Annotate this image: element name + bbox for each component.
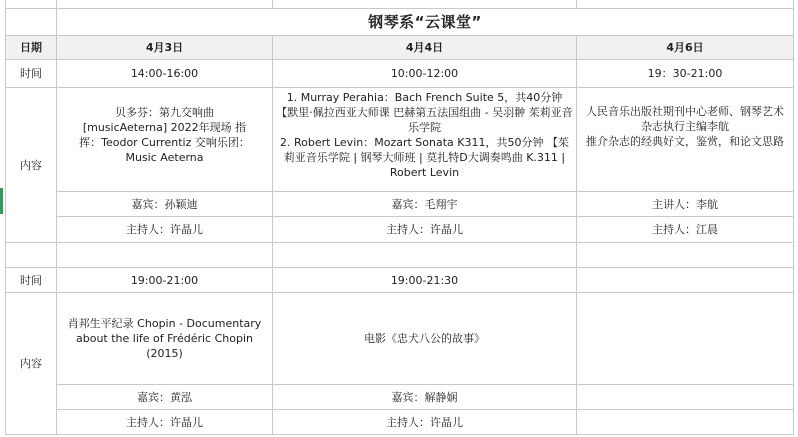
- cell: [273, 0, 577, 9]
- host-cell: 主持人：江晨: [577, 217, 794, 243]
- date-header: 4月3日: [57, 36, 273, 60]
- time-label: 时间: [6, 60, 57, 88]
- date-label: 日期: [6, 36, 57, 60]
- content-cell: [273, 88, 577, 192]
- content-label: 内容: [6, 88, 57, 243]
- content-cell: [273, 293, 577, 385]
- guest-row: [6, 385, 794, 410]
- guest-row: [6, 192, 794, 217]
- date-header: 4月6日: [577, 36, 794, 60]
- guest-cell: 主讲人：李航: [577, 192, 794, 217]
- time-label: 时间: [6, 268, 57, 293]
- host-cell: 主持人：许晶儿: [57, 410, 273, 435]
- cell: [273, 243, 577, 268]
- guest-cell: 嘉宾：解静娴: [273, 385, 577, 410]
- content-row: [6, 88, 794, 192]
- cell: [57, 243, 273, 268]
- time-cell: 19：30-21:00: [577, 60, 794, 88]
- spacer-row: [6, 243, 794, 268]
- time-row: [6, 60, 794, 88]
- content-text: 2. Robert Levin：Mozart Sonata K311，共50分钟 【茱莉亚音乐学院 | 钢琴大师班 | 莫扎特D大调奏鸣曲 K.311 | Robert Levin: [280, 136, 569, 179]
- date-header-row: [6, 36, 794, 60]
- cell: [577, 0, 794, 9]
- content-text: 1. Murray Perahia：Bach French Suite 5，共40分钟 【默里·佩拉西亚大师课 巴赫第五法国组曲 - 吴羽翀 茱莉亚音乐学院: [276, 91, 573, 134]
- host-cell: 主持人：许晶儿: [273, 217, 577, 243]
- time-cell: 19:00-21:30: [273, 268, 577, 293]
- host-cell: [577, 410, 794, 435]
- guest-cell: 嘉宾：孙颖迪: [57, 192, 273, 217]
- cell: [57, 0, 273, 9]
- content-cell: [57, 293, 273, 385]
- content-text: 贝多芬：第九交响曲 [musicAeterna] 2022年现场 指挥：Teodor Currentiz 交响乐团：Music Aeterna: [79, 105, 250, 164]
- content-text: 人民音乐出版社期刊中心老师、钢琴艺术杂志执行主编李航: [586, 105, 784, 133]
- row-marker: [0, 188, 3, 214]
- content-text: 推介杂志的经典好文，鉴赏，和论文思路: [586, 135, 784, 148]
- content-text: 肖邦生平纪录 Chopin - Documentary about the life of Frédéric Chopin (2015): [67, 317, 262, 360]
- schedule-table: [5, 0, 794, 435]
- time-cell: 10:00-12:00: [273, 60, 577, 88]
- host-row: [6, 217, 794, 243]
- time-cell: 14:00-16:00: [57, 60, 273, 88]
- cell: [6, 243, 57, 268]
- guest-cell: 嘉宾：毛翔宇: [273, 192, 577, 217]
- host-row: [6, 410, 794, 435]
- content-cell: [577, 293, 794, 385]
- host-cell: 主持人：许晶儿: [57, 217, 273, 243]
- content-label: 内容: [6, 293, 57, 435]
- content-row: [6, 293, 794, 385]
- top-row: [6, 0, 794, 9]
- cell: [6, 0, 57, 9]
- time-cell: [577, 268, 794, 293]
- content-cell: [577, 88, 794, 192]
- host-cell: 主持人：许晶儿: [273, 410, 577, 435]
- date-header: 4月4日: [273, 36, 577, 60]
- cell: [577, 243, 794, 268]
- page-title: 钢琴系“云课堂”: [57, 9, 794, 36]
- content-text: 电影《忠犬八公的故事》: [364, 332, 485, 345]
- guest-cell: 嘉宾：黄泓: [57, 385, 273, 410]
- time-cell: 19:00-21:00: [57, 268, 273, 293]
- guest-cell: [577, 385, 794, 410]
- title-row: [6, 9, 794, 36]
- content-cell: [57, 88, 273, 192]
- time-row: [6, 268, 794, 293]
- cell: [6, 9, 57, 36]
